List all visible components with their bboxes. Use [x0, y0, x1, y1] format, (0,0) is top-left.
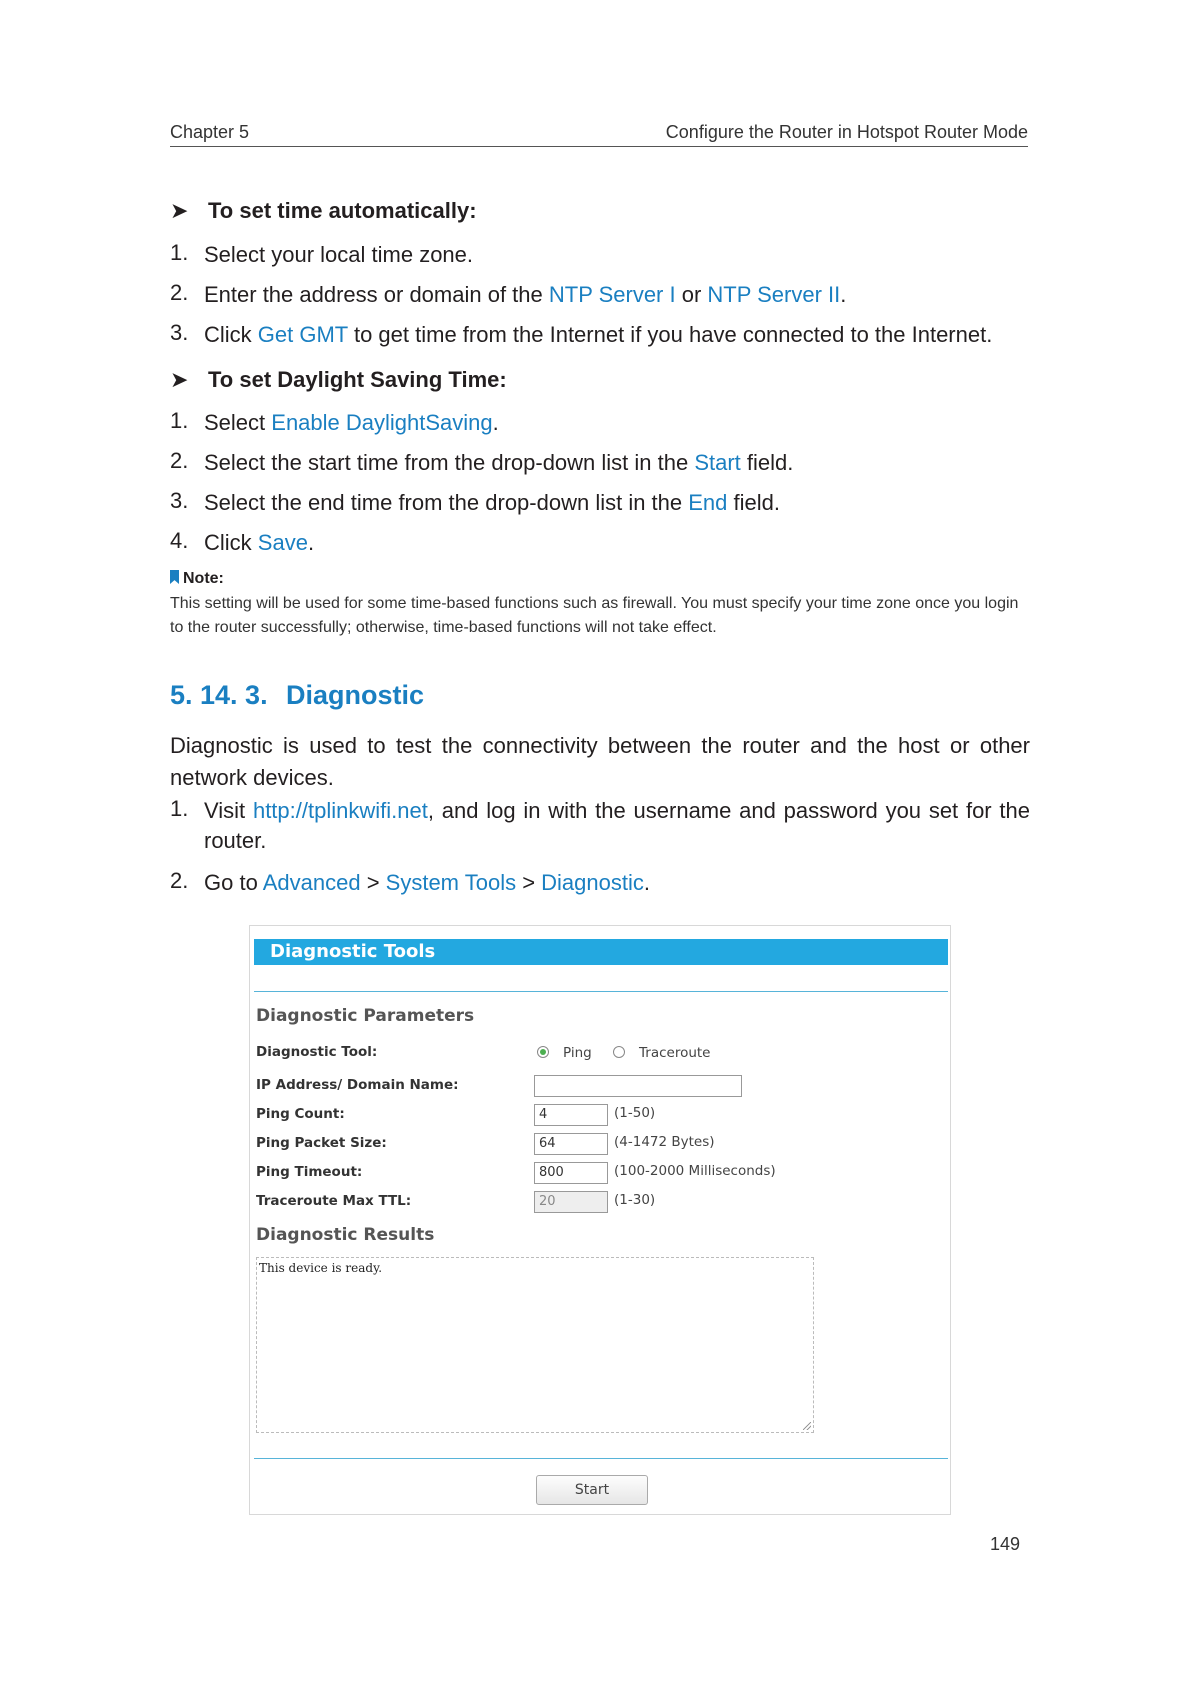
auto-time-heading: ➤ To set time automatically: — [170, 198, 477, 223]
tool-label: Diagnostic Tool: — [256, 1044, 378, 1060]
ping-radio[interactable] — [537, 1046, 549, 1058]
timeout-label: Ping Timeout: — [256, 1164, 363, 1180]
page-header — [170, 120, 1028, 147]
intro-paragraph: Diagnostic is used to test the connectivity between the router and the host or other network devices. — [170, 733, 1030, 790]
ntp-server-2-link: NTP Server II — [707, 282, 841, 307]
traceroute-radio-label: Traceroute — [639, 1045, 711, 1061]
divider — [254, 1458, 948, 1459]
results-textarea[interactable] — [256, 1257, 814, 1433]
ttl-input: 20 — [534, 1191, 608, 1213]
get-gmt-link: Get GMT — [257, 322, 348, 347]
note-label: Note: — [170, 570, 224, 588]
timeout-hint: (100-2000 Milliseconds) — [614, 1163, 776, 1179]
tplinkwifi-link[interactable]: http://tplinkwifi.net — [252, 798, 428, 823]
resize-grip-icon[interactable] — [803, 1422, 811, 1430]
ping-radio-label: Ping — [563, 1045, 592, 1061]
timeout-input[interactable]: 800 — [534, 1162, 608, 1184]
ip-address-input[interactable] — [534, 1075, 742, 1097]
params-heading: Diagnostic Parameters — [256, 1006, 475, 1026]
ntp-server-1-link: NTP Server I — [548, 282, 676, 307]
packet-size-input[interactable]: 64 — [534, 1133, 608, 1155]
panel-title: Diagnostic Tools — [254, 939, 948, 965]
packet-size-label: Ping Packet Size: — [256, 1135, 387, 1151]
packet-size-hint: (4-1472 Bytes) — [614, 1134, 715, 1150]
ttl-label: Traceroute Max TTL: — [256, 1193, 412, 1209]
note-text: This setting will be used for some time-based functions such as firewall. You must specify your time zone once you login to the router successfully; otherwise, time-based functions will not take effect. — [170, 595, 1019, 636]
section-heading: 5. 14. 3. Diagnostic — [170, 680, 425, 710]
ttl-hint: (1-30) — [614, 1192, 656, 1208]
diagnostic-tools-panel — [249, 925, 951, 1515]
ping-count-hint: (1-50) — [614, 1105, 656, 1121]
chapter-label: Chapter 5 — [170, 122, 250, 142]
ping-count-label: Ping Count: — [256, 1106, 345, 1122]
dst-heading: ➤ To set Daylight Saving Time: — [170, 367, 507, 392]
ip-label: IP Address/ Domain Name: — [256, 1077, 459, 1093]
results-text: This device is ready. — [259, 1261, 383, 1275]
chapter-title: Configure the Router in Hotspot Router Mode — [665, 122, 1028, 142]
results-heading: Diagnostic Results — [256, 1225, 435, 1245]
divider — [254, 991, 948, 992]
ping-count-input[interactable]: 4 — [534, 1104, 608, 1126]
arrow-bullet-icon: ➤ — [170, 367, 189, 392]
bookmark-icon — [170, 570, 179, 584]
page-number: 149 — [990, 1534, 1021, 1554]
arrow-bullet-icon: ➤ — [170, 198, 189, 223]
start-button[interactable]: Start — [536, 1475, 648, 1505]
traceroute-radio[interactable] — [613, 1046, 625, 1058]
